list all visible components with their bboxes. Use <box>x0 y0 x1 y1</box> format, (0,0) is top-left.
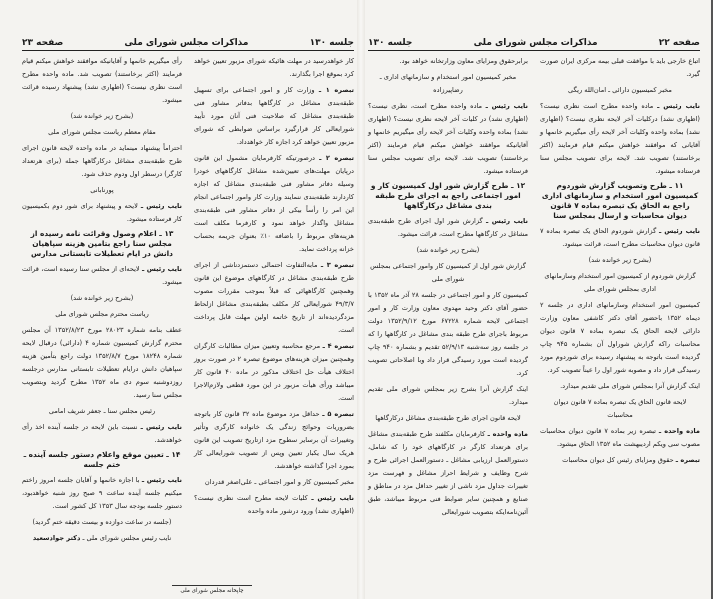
paragraph: نایب رئیس ـ کلیات لایحه مطرح است نظری نیست؟ (اظهاری نشد) ورود درشور ماده واحده <box>194 494 354 515</box>
paragraph: نایب رئیس ـ لایحه‌ای از مجلس سنا رسیده است، قرائت میشود. <box>22 265 182 286</box>
column-right <box>540 55 700 590</box>
paragraph: کار خواهدرسید در مهلت هائیکه شورای مزبور تعیین خواهد کرد بموقع اجرا بگذارند. <box>194 57 354 78</box>
paragraph: اینک گزارش آنرا بشرح زیر بمجلس شورای ملی تقدیم میدارد. <box>368 385 528 406</box>
speaker-label: نایب رئیس ـ <box>140 202 182 210</box>
centered-line: (بشرح زیر خوانده شد) <box>70 112 134 120</box>
page-title: مذاکرات مجلس شورای ملی <box>124 38 249 48</box>
paragraph: نایب رئیس ـ ماده واحده مطرح است، نظری نیست؟ (اظهاری نشد) در کلیات آخر لایحه نظری نیست؟ (اظهاری نشد) بماده واحده وکلیات آخر لایحه رأی میگیریم خانمها و آقایانیکه موافقند خواهش میکنم قیام فرمایند (اکثر برخاستند) تصویب شد. لایحه برای تصویب مجلس سنا فرستاده میشود. <box>368 102 528 175</box>
page-number: صفحه ۲۳ <box>22 38 64 48</box>
centered-line: گزارش شوردوم از کمیسیون امور استخدام وسازمانهای اداری بمجلس شورای ملی <box>544 272 696 293</box>
paragraph: تبصره ۲ ـ درصورتیکه کارفرمایان مشمول این قانون درپایان مهلت‌های تعیین‌شده مشاغل کارگاههای خودرا وسیله دفاتر مشاور فنی طبقه‌بندی مشاغل که اجازه کاردارند طبقه‌بندی ننمایند وزارت کار وامور اجتماعی انجام این امر را رأساً بیکی از دفاتر مشاور فنی طبقه‌بندی مشاغل واگذار خواهد نمود و کارفرما مکلف است هزینه‌های مربوط را باضافه ۱۰٪ بعنوان جریمه بحساب خزانه پرداخت نماید. <box>194 154 354 253</box>
column-left <box>22 55 182 590</box>
speaker-label: تبصره ۵ ـ <box>322 410 354 418</box>
column-right <box>194 55 354 590</box>
paragraph: تبصره ۵ ـ حداقل مزد موضوع ماده ۳۲ قانون کار باتوجه بضروریات وحوائج زندگی یک خانواده کارگری وتأثیر وتغییرات آن برسایر سطوح مزد ازتاریخ تصویب این قانون هریک سال یکبار تعیین وپس از تصویب شورایعالی کار بمورد اجرا گذاشته خواهدشد. <box>194 410 354 470</box>
speaker-label: نایب رئیس ـ <box>142 265 182 273</box>
page-22 <box>368 30 700 590</box>
paragraph: تبصره ۱ ـ وزارت کار و امور اجتماعی برای تسهیل طبقه‌بندی مشاغل در کارگاهها بدفاتر مشاور فنی طبقه‌بندی مشاغل که صلاحیت فنی آنان مورد تأیید شورایعالی کار قرارگیرد براساس ضوابطی که شورای مزبور تعیین خواهد کرد اجازه کار خواهدداد. <box>194 86 354 146</box>
paragraph: نایب رئیس ـ گزارش شور اول اجرای طرح طبقه‌بندی مشاغل در کارگاهها مطرح است، قرائت میشود. <box>368 217 528 238</box>
paragraph: اینک گزارش آنرا بمجلس شورای ملی تقدیم میدارد. <box>560 382 700 390</box>
paragraph: رأی میگیریم خانمها و آقایانیکه موافقند خواهش میکنم قیام فرمایند (اکثر برخاستند) تصویب شد. ماده واحده مطرح است نظری نیست؟ (اظهاری نشد) پیشنهاد رسیده قرائت میشود. <box>22 57 182 104</box>
paragraph: عطف بنامه شماره ۲۸۰۲۳ مورخ ۱۳۵۲/۸/۲۳ آن مجلس محترم گزارش کمیسیون شماره ۴ (دارائی) درقبال لایحه شماره ۱۸۲۴۸ مورخ ۱۳۵۲/۸/۷ دولت راجع بتأمین هزینه سپاهیان دانش درایام تعطیلات تابستانی مدارس درجلسه روزدوشنبه سوم دی ماه ۱۳۵۲ مطرح گردید وبتصویب مجلس سنا رسید. <box>22 326 183 399</box>
centered-line: رئیس مجلس سنا ـ جعفر شریف امامی <box>48 407 156 415</box>
section-heading: ۱۱ ـ طرح وتصویب گزارش شوردوم کمیسیون امور استخدام و سازمانهای اداری راجع به الحاق یک تبصره بماده ۷ قانون دیوان محاسبات و ارسال بمجلس سنا <box>541 181 699 220</box>
paragraph: نایب رئیس ـ ماده واحده مطرح است نظری نیست؟ (اظهاری نشد) درکلیات آخر لایحه نظری نیست؟ (اظهاری نشد) بماده واحده وکلیات آخر لایحه رأی میگیریم خانمها و آقایانی که موافقند خواهش میکنم قیام فرمایند (اکثر برخاستند) تصویب شد. لایحه برای تصویب مجلس سنا فرستاده میشود. <box>540 102 700 175</box>
paragraph: نایب رئیس ـ با اجازه خانمها و آقایان جلسه امروز راختم میکنیم جلسه آینده ساعت ۹ صبح روز شنبه خواهدبود، دستور جلسه بودجه سال ۱۳۵۳ کل کشور است. <box>22 476 182 510</box>
paragraph: نایب رئیس ـ لایحه و پیشنهاد برای شور دوم بکمیسیون کار فرستاده میشود. <box>22 202 182 223</box>
session-label: جلسه ۱۳۰ <box>309 38 354 48</box>
speaker-label: تبصره ۱ ـ <box>318 86 354 94</box>
paragraph: اتباع خارجی باید با موافقت قبلی بیمه مرکزی ایران صورت گیرد. <box>540 57 700 78</box>
printer-footer: چاپخانه مجلس شورای ملی <box>172 585 252 594</box>
paragraph: تبصره ـ حقوق ومزایای رئیس کل دیوان محاسبات <box>562 456 700 464</box>
speaker-label: تبصره ـ <box>675 456 700 464</box>
speaker-label: نایب رئیس ـ <box>485 217 528 225</box>
speaker-label: تبصره ۲ ـ <box>319 154 354 162</box>
column-left <box>368 55 528 590</box>
paragraph: نایب رئیس ـ نسبت باین لایحه در جلسه آینده اخذ رأی خواهدشد. <box>22 423 182 444</box>
centered-line: گزارش شور اول از کمیسیون کار وامور اجتماعی بمجلس شورای ملی <box>370 262 526 283</box>
signature-line: نایب رئیس مجلس شورای ملی ـ دکتر جوادسعید <box>32 534 172 542</box>
paragraph: تبصره ۳ ـ مابه‌التفاوت احتمالی دستمزدناشی از اجرای طرح طبقه‌بندی مشاغل در کارگاههای موضوع این قانون وهمچنین کارگاههائی که قبلاً بموجب مقررات مصوب ۴۹/۳/۷ شورایعالی کار مکلف بطبقه‌بندی مشاغل ازلحاظ مزدگردیده‌اند از تاریخ خاتمه اولین مهلت قابل پرداخت است. <box>194 261 354 334</box>
centered-line: (بشرح زیر خوانده شد) <box>416 246 480 254</box>
centered-line: مخبر کمیسیون امور استخدام و سازمانهای اداری ـ رضاپیرزاده <box>379 73 517 94</box>
centered-line: (بشرح زیر خوانده شد) <box>70 294 134 302</box>
speaker-label: ماده واحده ـ <box>658 427 700 435</box>
session-label: جلسه ۱۳۰ <box>368 38 413 48</box>
centered-line: مقام معظم ریاست مجلس شورای ملی <box>48 128 156 136</box>
speaker-label: نایب رئیس ـ <box>141 476 182 484</box>
paragraph: برابرحقوق ومزایای معاون وزارتخانه خواهد بود. <box>399 57 528 65</box>
page-gutter <box>357 0 365 599</box>
page-title: مذاکرات مجلس شورای ملی <box>473 38 598 48</box>
paragraph: کمیسیون کار و امور اجتماعی در جلسه ۲۸ آذر ماه ۱۳۵۲ با حضور آقای دکتر وحید مهدوی معاون وزارت کار و امور اجتماعی لایحه شماره ۶۷۲۲۸ مورخ ۱۳۵۲/۹/۱۲ دولت مربوط باجرای طرح طبقه بندی مشاغل در کارگاهها را که در جلسه روز سه‌شنبه ۵۲/۹/۱۳ تقدیم و بشماره ۹۴۰ چاپ گردیده است مورد رسیدگی قرار داد وبا اصلاحاتی تصویب کرد. <box>368 291 529 377</box>
centered-line: ریاست محترم مجلس شورای ملی <box>55 310 149 318</box>
speaker-label: نایب رئیس ـ <box>485 102 528 110</box>
speaker-label: تبصره ۳ ـ <box>320 261 354 269</box>
signatory-name: دکتر جوادسعید <box>32 534 81 542</box>
speaker-label: تبصره ۴ ـ <box>322 342 354 350</box>
paragraph: کمیسیون امور استخدام وسازمانهای اداری در جلسه ۲ دیماه ۱۳۵۲ باحضور آقای دکتر کاشفی معاون وزارت دارائی لایحه الحاق یک تبصره بماده ۷ قانون دیوان محاسبات راکه گزارش شوراول آن بشماره ۹۴۵ چاپ گردیده است باتوجه به پیشنهاد رسیده برای شوردوم مورد رسیدگی قرار داد و مصوبه شور اول را عیناً تصویب کرد. <box>540 301 700 374</box>
centered-line: مخبر کمیسیون دارائی ـ امان‌الله ریگی <box>568 86 672 94</box>
speaker-label: نایب رئیس ـ <box>657 102 700 110</box>
section-heading: ۱۳ ـ اعلام وصول وقرائت نامه رسیده از مجلس سنا راجع بتامین هزینه سپاهیان دانش در ایام تعطیلات تابستانی مدارس <box>30 229 174 258</box>
paragraph: نایب رئیس ـ گزارش شوردوم الحاق یک تبصره بماده ۷ قانون دیوان محاسبات مطرح است، قرائت میشود. <box>540 227 700 248</box>
speaker-label: نایب رئیس ـ <box>140 423 182 431</box>
centered-line: (جلسه در ساعت دوازده و بیست دقیقه ختم گردید) <box>32 518 172 526</box>
section-heading: ۱۴ ـ تعیین موقع واعلام دستور جلسه آینده ـ ختم جلسه <box>23 450 181 469</box>
centered-line: لایحه قانون اجرای طرح طبقه‌بندی مشاغل درکارگاهها <box>375 414 521 422</box>
centered-line: پورنابانی <box>90 186 114 194</box>
section-heading: ۱۲ ـ طرح گزارش شور اول کمیسیون کار و امور اجتماعی راجع به اجرای طرح طبقه بندی مشاغل درکارگاهها <box>370 181 526 210</box>
paragraph: تبصره ۴ ـ مرجع محاسبه وتعیین میزان مطالبات کارگران وهمچنین میزان هزینه‌های موضوع تبصره ۲ در صورت بروز اختلاف هیأت حل اختلاف مذکور در ماده ۴۰ قانون کار میباشد ورأی هیأت مزبور در این مورد قطعی ولازم‌الاجرا است. <box>194 342 354 402</box>
centered-line: (بشرح زیر خوانده شد) <box>588 256 652 264</box>
page-number: صفحه ۲۲ <box>658 38 700 48</box>
centered-line: لایحه قانون الحاق یک تبصره بماده ۷ قانون دیوان محاسبات <box>553 398 687 419</box>
page-23 <box>22 30 354 594</box>
speaker-label: ماده واحده ـ <box>487 430 528 438</box>
paragraph: مخبر کمیسیون کار و امور اجتماعی ـ علی‌اصغر قدردان <box>204 478 354 486</box>
speaker-label: نایب رئیس ـ <box>311 494 354 502</box>
paragraph: احتراماً پیشنهاد مینماید در ماده واحده لایحه قانون اجرای طرح طبقه‌بندی مشاغل درکارگاهها جمله (برای هرتعداد کارگر) درسطر اول ودوم حذف شود. <box>22 144 182 178</box>
paragraph: ماده واحده ـ کارفرمایان مکلفند طرح طبقه‌بندی مشاغل برای هرتعداد کارگر در کارگاههای خود را که شامل، دستورالعمل ارزیابی مشاغل ـ دستورالعمل اجرائی طرح و شرح وظایف و شرایط احراز مشاغل و فهرست مزد تغییرات جداول مزد ناشی از تغییر حداقل مزد در مناطق و صنایع و همچنین سایر ضوابط فنی مربوط میباشد، طبق آئین‌نامه‌ایکه بتصویب شورایعالی <box>368 430 528 516</box>
speaker-label: نایب رئیس ـ <box>659 227 700 235</box>
page-header <box>368 30 700 51</box>
page-header <box>22 30 354 51</box>
paragraph: ماده واحده ـ تبصره زیر بماده ۷ قانون دیوان محاسبات مصوب سی ویکم اردیبهشت ماه ۱۳۵۲ الحاق میشود. <box>540 427 700 448</box>
